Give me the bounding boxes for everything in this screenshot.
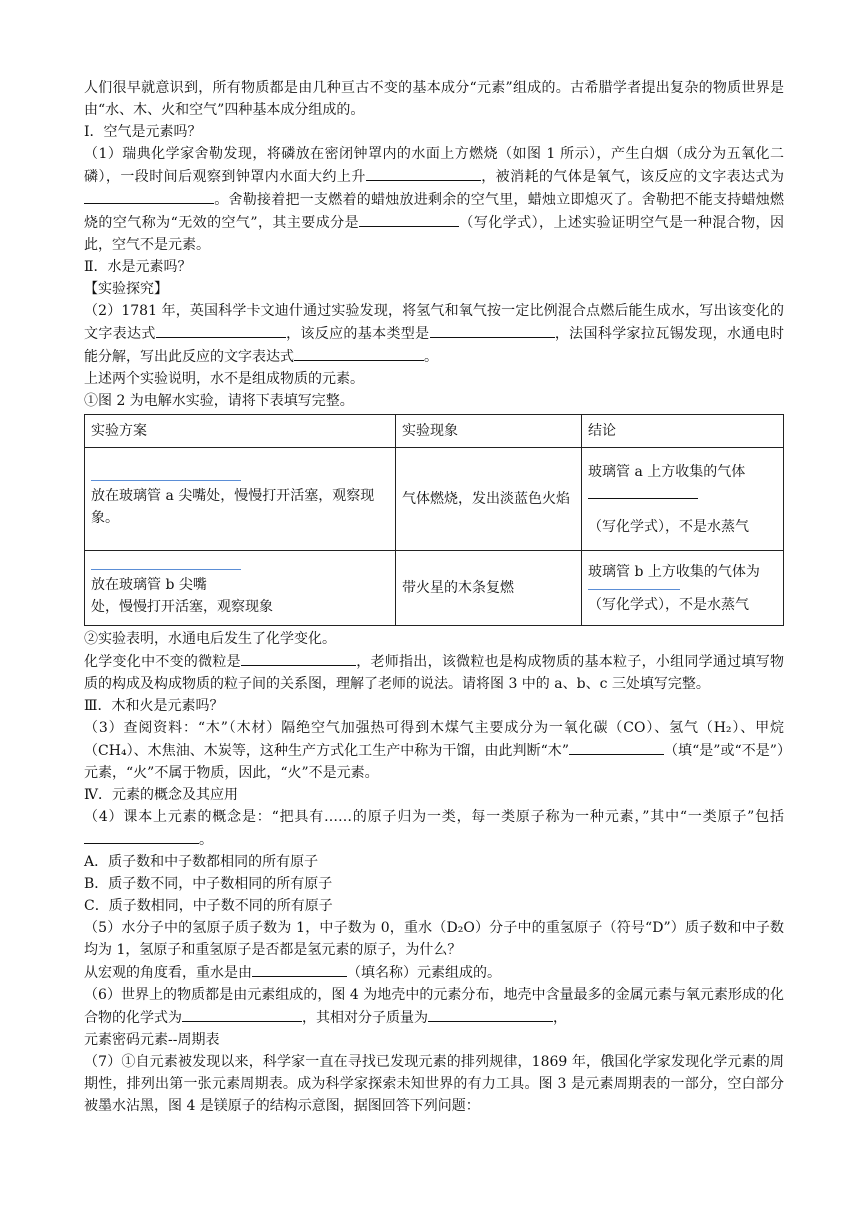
option-b[interactable]: B．质子数不同，中子数相同的所有原子 [84, 876, 333, 892]
question-5-macro: 从宏观的角度看，重水是由 （填名称）元素组成的。 [84, 961, 784, 984]
table-header-row [85, 415, 784, 448]
answer-blank-plan-b[interactable] [91, 559, 241, 570]
answer-blank-gas-b[interactable] [588, 583, 680, 590]
section-4-title: Ⅳ．元素的概念及其应用 [84, 787, 238, 803]
section-1-title: Ⅰ．空气是元素吗？ [84, 124, 202, 140]
question-5: （5）水分子中的氢原子质子数为 1，中子数为 0，重水（D₂O）分子中的重氢原子（符号“D”）质子数和中子数均为 1，氢原子和重氢原子是否都是氢元素的原子，为什么？ [84, 920, 784, 958]
question-4: （4）课本上元素的概念是：“把具有……的原子归为一类，每一类原子称为一种元素，”其中“一类原子”包括。 [84, 809, 784, 848]
table-row [85, 448, 784, 551]
conclusion-cell-a: 玻璃管 a 上方收集的气体 （写化学式），不是水蒸气 [582, 448, 784, 551]
option-c[interactable]: C．质子数相同，中子数不同的所有原子 [84, 898, 333, 914]
answer-blank-main-component[interactable] [359, 211, 459, 227]
question-1: （1）瑞典化学家舍勒发现，将磷放在密闭钟罩内的水面上方燃烧（如图 1 所示），产生白烟（成分为五氧化二磷），一段时间后观察到钟罩内水面大约上升 ，被消耗的气体是氧气，该反应的文字表达式为。舍勒接着把一支燃着的蜡烛放进剩余的空气里，蜡烛立即熄灭了。舍勒把不能支持蜡烛燃烧的空气称为“无效的空气”，其主要成分是 （写化学式），上述实验证明空气是一种混合物，因此，空气不是元素。 [84, 146, 784, 253]
section-3-title: Ⅲ．木和火是元素吗？ [84, 698, 224, 714]
question-3: （3）查阅资料：“木”（木材）隔绝空气加强热可得到木煤气主要成分为一氧化碳（CO）、氢气（H₂）、甲烷（CH₄）、木焦油、木炭等，这种生产方式化工生产中称为干馏，由此判断“木” （填“是”或“不是”）元素，“火”不属于物质，因此，“火”不是元素。 [84, 720, 784, 781]
option-a[interactable]: A．质子数和中子数都相同的所有原子 [84, 854, 319, 870]
question-7: （7）①自元素被发现以来，科学家一直在寻找已发现元素的排列规律，1869 年，俄国化学家发现化学元素的周期性，排列出第一张元素周期表。成为科学家探索未知世界的有力工具。图 3 是元素周期表的一部分，空白部分被墨水沾黑，图 4 是镁原子的结构示意图，据图回答下列问题： [84, 1054, 784, 1114]
answer-blank-reaction-type[interactable] [430, 322, 555, 338]
table-header-plan: 实验方案 [85, 415, 396, 448]
answer-blank-word-equation-3[interactable] [294, 345, 424, 361]
plan-cell-b: 放在玻璃管 b 尖嘴 处，慢慢打开活塞，观察现象 [85, 551, 396, 626]
after-table-line-1: ②实验表明，水通电后发生了化学变化。 [84, 631, 336, 647]
question-6: （6）世界上的物质都是由元素组成的，图 4 为地壳中的元素分布，地壳中含量最多的金属元素与氧元素形成的化合物的化学式为 ，其相对分子质量为 ， [84, 987, 784, 1026]
intro-paragraph: 人们很早就意识到，所有物质都是由几种亘古不变的基本成分“元素”组成的。古希腊学者提出复杂的物质世界是由“水、木、火和空气”四种基本成分组成的。 [84, 80, 784, 118]
answer-blank-word-equation-1[interactable] [84, 188, 214, 204]
experiment-label: 【实验探究】 [84, 281, 168, 297]
after-table-line-2: 化学变化中不变的微粒是 ，老师指出，该微粒也是构成物质的基本粒子，小组同学通过填写物质的构成及构成物质的粒子间的关系图，理解了老师的说法。请将图 3 中的 a、b、c 三处填写完整。 [84, 650, 784, 695]
table-header-conclusion: 结论 [582, 415, 784, 448]
conclusion-cell-b: 玻璃管 b 上方收集的气体为 （写化学式），不是水蒸气 [582, 551, 784, 626]
section-2-title: Ⅱ．水是元素吗？ [84, 259, 192, 275]
question-2: （2）1781 年，英国科学卡文迪什通过实验发现，将氢气和氧气按一定比例混合点燃后能生成水，写出该变化的文字表达式 ，该反应的基本类型是 ，法国科学家拉瓦锡发现，水通电时能分解，写出此反应的文字表达式 。 [84, 303, 784, 365]
water-conclusion: 上述两个实验说明，水不是组成物质的元素。 [84, 371, 364, 387]
answer-blank-plan-a[interactable] [91, 470, 241, 481]
phenomenon-cell-a: 气体燃烧，发出淡蓝色火焰 [396, 448, 582, 551]
answer-blank-formula[interactable] [182, 1006, 302, 1022]
worksheet-page [84, 77, 784, 1117]
answer-blank-is-element[interactable] [569, 739, 664, 755]
periodic-table-heading: 元素密码元素--周期表 [84, 1032, 220, 1048]
answer-blank-molecular-mass[interactable] [428, 1006, 553, 1022]
answer-blank-water-rise[interactable] [366, 165, 481, 181]
answer-blank-atom-class[interactable] [84, 828, 199, 844]
electrolysis-table [84, 414, 784, 626]
plan-cell-a: 放在玻璃管 a 尖嘴处，慢慢打开活塞，观察现象。 [85, 448, 396, 551]
table-intro: ①图 2 为电解水实验，请将下表填写完整。 [84, 393, 354, 409]
answer-blank-word-equation-2[interactable] [156, 322, 286, 338]
table-header-phenomenon: 实验现象 [396, 415, 582, 448]
table-row [85, 551, 784, 626]
answer-blank-unchanged-particle[interactable] [241, 650, 356, 666]
phenomenon-cell-b: 带火星的木条复燃 [396, 551, 582, 626]
answer-blank-element-name[interactable] [252, 961, 347, 977]
answer-blank-gas-a[interactable] [588, 483, 698, 499]
